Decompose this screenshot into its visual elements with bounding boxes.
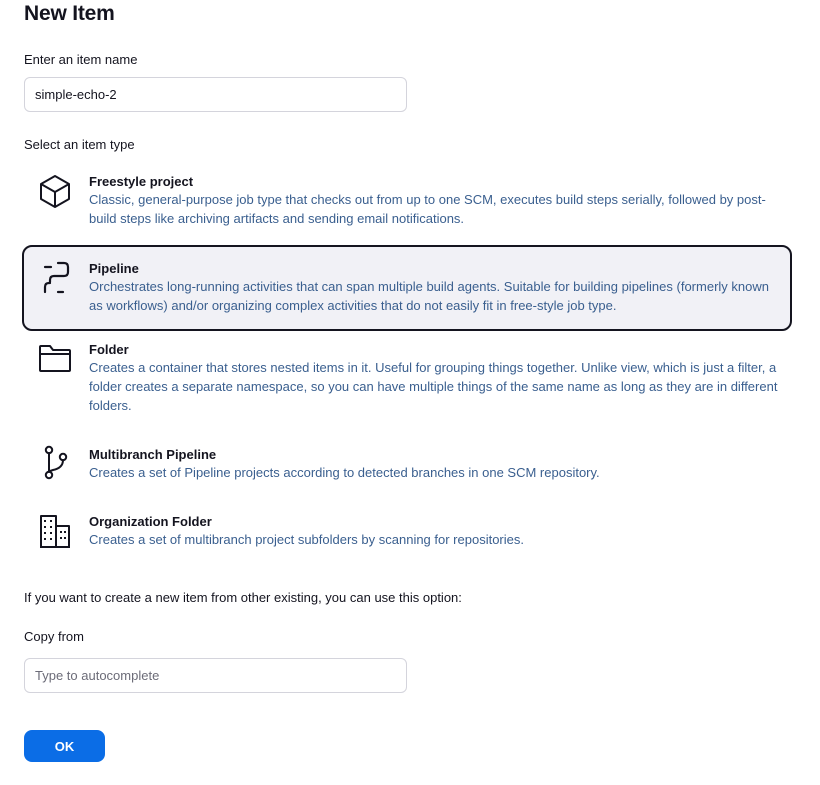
item-type-title: Pipeline [89,261,139,276]
item-name-input[interactable] [24,77,407,112]
item-type-organization-folder[interactable] [24,507,790,563]
item-type-description: Orchestrates long-running activities that can span multiple build agents. Suitable for building pipelines (formerly known as workflows) and/or organizing complex activities that do not easily fit in free-style job type. [89,279,769,313]
item-type-pipeline[interactable] [22,245,792,331]
item-type-description: Creates a set of multibranch project subfolders by scanning for repositories. [89,532,524,547]
item-type-title: Organization Folder [89,514,212,529]
item-type-title: Freestyle project [89,174,194,189]
item-type-title: Multibranch Pipeline [89,447,217,462]
item-type-freestyle-project[interactable] [24,163,790,233]
cube-icon [37,173,73,209]
copy-from-input[interactable] [24,658,407,693]
page-title: New Item [24,2,115,25]
item-name-label: Enter an item name [24,52,138,67]
item-type-multibranch-pipeline[interactable] [24,440,790,496]
pipeline-icon [38,259,74,295]
branch-icon [37,444,73,480]
item-type-title: Folder [89,342,129,357]
item-type-folder[interactable] [24,336,790,424]
building-icon [37,513,73,549]
item-type-heading: Select an item type [24,137,135,152]
item-type-description: Creates a set of Pipeline projects according to detected branches in one SCM repository. [89,465,600,480]
item-type-description: Creates a container that stores nested items in it. Useful for grouping things together. Unlike view, which is just a filter, a folder creates a separate namespace, so you can have multiple things of the same name as long as they are in different folders. [89,360,778,413]
ok-button[interactable]: OK [24,730,105,762]
copy-from-hint: If you want to create a new item from other existing, you can use this option: [24,590,462,605]
folder-icon [37,340,73,376]
copy-from-label: Copy from [24,629,84,644]
item-type-description: Classic, general-purpose job type that checks out from up to one SCM, executes build steps serially, followed by post-build steps like archiving artifacts and sending email notifications. [89,192,766,226]
